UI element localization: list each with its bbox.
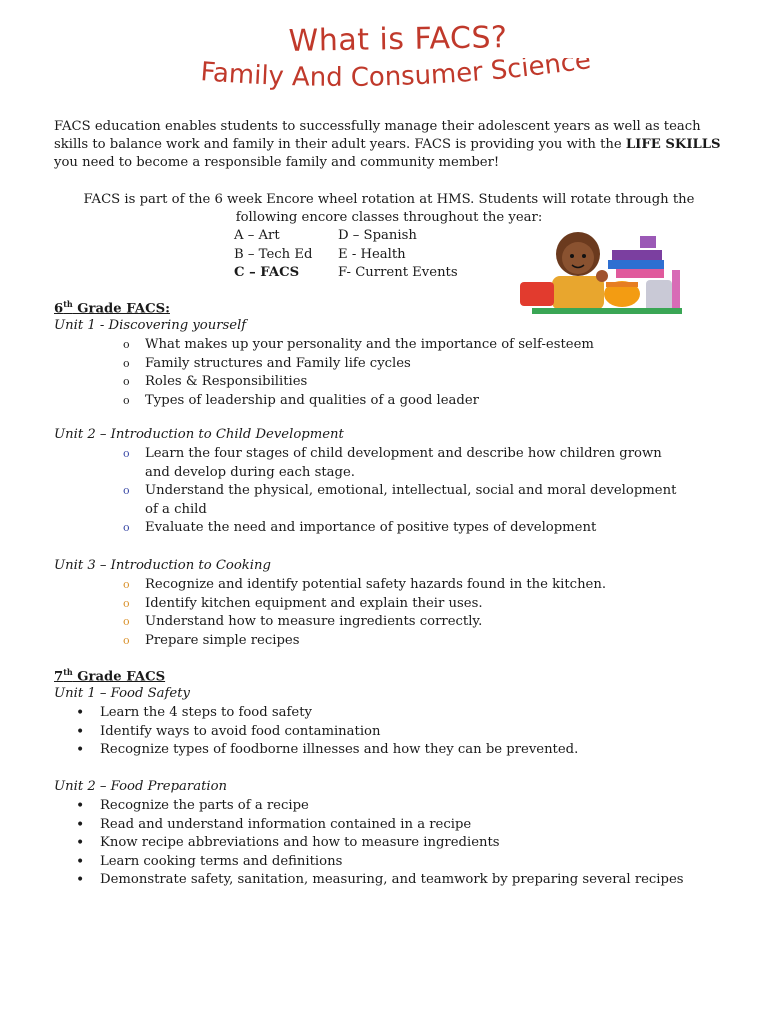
subtitle-text: Family And Consumer Science bbox=[199, 58, 593, 93]
wheel-paragraph: FACS is part of the 6 week Encore wheel rotation at HMS. Students will rotate through the following encore classes throughout the year: bbox=[83, 192, 695, 225]
grade6-unit3-title: Unit 3 – Introduction to Cooking bbox=[54, 558, 271, 573]
class-row bbox=[234, 264, 458, 283]
class-item: C – FACS bbox=[234, 265, 300, 280]
encore-classes-list bbox=[234, 227, 458, 283]
list-item: o Understand how to measure ingredients correctly. bbox=[123, 614, 483, 629]
list-item: • Learn the 4 steps to food safety bbox=[76, 705, 312, 721]
list-item: o What makes up your personality and the importance of self-esteem bbox=[123, 337, 594, 352]
list-item: • Recognize types of foodborne illnesses and how they can be prevented. bbox=[76, 742, 579, 758]
list-item: o Roles & Responsibilities bbox=[123, 374, 308, 389]
grade7-sup: th bbox=[63, 667, 73, 677]
grade6-rest: Grade FACS: bbox=[72, 301, 170, 317]
intro-text: FACS education enables students to successfully manage their adolescent years as well as teach skills to balance work and family in their adult years. FACS is providing you with the bbox=[54, 119, 701, 152]
grade6-unit1-title: Unit 1 - Discovering yourself bbox=[54, 318, 247, 333]
grade7-unit1-list bbox=[76, 704, 700, 760]
intro-text-end: you need to become a responsible family and community member! bbox=[54, 155, 500, 170]
list-item: o Evaluate the need and importance of positive types of development bbox=[123, 520, 597, 535]
grade6-unit3-list bbox=[123, 576, 705, 650]
page-subtitle bbox=[195, 58, 595, 115]
grade6-unit2-list bbox=[123, 445, 690, 538]
subtitle-arc bbox=[195, 58, 595, 108]
svg-text:Family And Consumer Science bbox=[199, 58, 592, 93]
list-item: o Types of leadership and qualities of a good leader bbox=[123, 392, 479, 408]
list-item: • Learn cooking terms and definitions bbox=[76, 853, 343, 870]
list-item: • Demonstrate safety, sanitation, measuring, and teamwork by preparing several recipes bbox=[76, 872, 684, 888]
grade7-unit2-list bbox=[76, 797, 720, 890]
grade7-rest: Grade FACS bbox=[72, 669, 166, 685]
grade6-num: 6 bbox=[54, 301, 64, 317]
grade7-unit1-title: Unit 1 – Food Safety bbox=[54, 686, 190, 701]
class-row bbox=[234, 227, 458, 246]
list-item: o Prepare simple recipes bbox=[123, 632, 300, 648]
child-cooking-clipart-icon bbox=[512, 220, 690, 328]
page-title: What is FACS? bbox=[288, 20, 508, 59]
list-item: o Family structures and Family life cycles bbox=[123, 355, 411, 371]
title-block bbox=[0, 0, 768, 110]
list-item: • Read and understand information contained in a recipe bbox=[76, 816, 472, 833]
class-item: D – Spanish bbox=[338, 228, 417, 243]
class-item: E - Health bbox=[338, 246, 406, 262]
grade7-unit2-title: Unit 2 – Food Preparation bbox=[54, 779, 228, 794]
list-item: • Recognize the parts of a recipe bbox=[76, 798, 309, 814]
class-item: A – Art bbox=[234, 228, 280, 243]
grade7-num: 7 bbox=[54, 669, 64, 685]
grade6-unit2-title: Unit 2 – Introduction to Child Development bbox=[54, 427, 344, 442]
grade6-unit1-list bbox=[123, 336, 705, 410]
list-item: o Recognize and identify potential safety hazards found in the kitchen. bbox=[123, 577, 607, 592]
list-item: o Learn the four stages of child development and describe how children grown and develop during each stage. bbox=[123, 446, 662, 480]
life-skills-text: LIFE SKILLS bbox=[625, 137, 721, 152]
list-item: • Know recipe abbreviations and how to measure ingredients bbox=[76, 835, 500, 851]
class-item: F- Current Events bbox=[338, 265, 458, 280]
class-row bbox=[234, 246, 458, 265]
list-item: o Identify kitchen equipment and explain their uses. bbox=[123, 595, 483, 611]
class-item: B – Tech Ed bbox=[234, 246, 313, 262]
grade7-heading bbox=[54, 667, 165, 684]
list-item: • Identify ways to avoid food contamination bbox=[76, 723, 381, 740]
grade6-heading bbox=[54, 299, 170, 316]
intro-paragraph bbox=[54, 118, 724, 172]
list-item: o Understand the physical, emotional, intellectual, social and moral development of a child bbox=[123, 483, 677, 517]
grade6-sup: th bbox=[63, 299, 73, 309]
